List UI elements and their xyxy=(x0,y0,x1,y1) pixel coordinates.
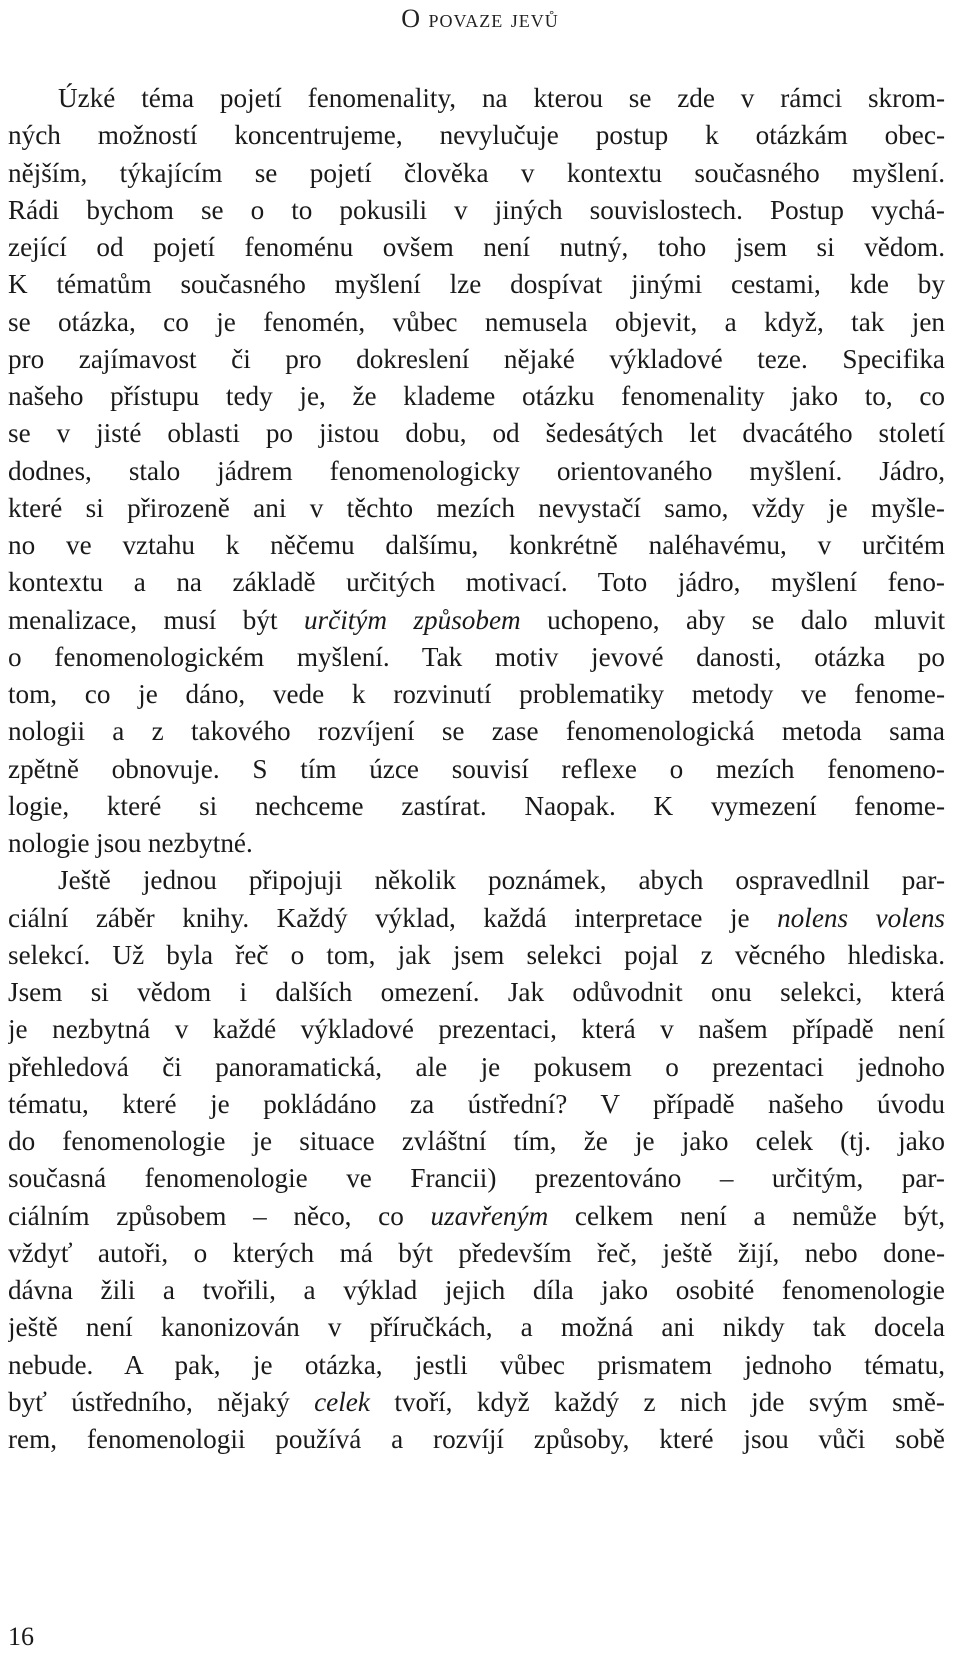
text-run: přehledová či panoramatická, ale je pokusem o prezentaci jednoho xyxy=(8,1051,945,1082)
text-run: našeho přístupu tedy je, že klademe otázku fenomenality jako to, co xyxy=(8,381,945,411)
text-run: dávna žili a tvořili, a výklad jejich díla jako osobité fenomenologie xyxy=(8,1275,945,1305)
text-line xyxy=(8,1160,945,1197)
text-line xyxy=(8,1198,945,1235)
text-line xyxy=(8,266,945,303)
text-line xyxy=(8,676,945,713)
text-run: zpětně obnovuje. S tím úzce souvisí reflexe o mezích fenomeno- xyxy=(8,753,945,784)
text-run: menalizace, musí být xyxy=(8,604,304,635)
text-run: uchopeno, aby se dalo mluvit xyxy=(520,604,945,635)
text-run: vždyť autoři, o kterých má být především řeč, ještě žijí, nebo done- xyxy=(8,1237,945,1268)
text-run: ciálním způsobem – něco, co xyxy=(8,1200,431,1231)
running-head: O povaze jevů xyxy=(401,4,559,33)
text-run: tom, co je dáno, vede k rozvinutí problematiky metody ve fenome- xyxy=(8,679,945,709)
text-line xyxy=(8,1347,945,1384)
text-line xyxy=(8,1049,945,1086)
text-line xyxy=(8,713,945,750)
text-line xyxy=(8,378,945,415)
text-run: o fenomenologickém myšlení. Tak motiv jevové danosti, otázka po xyxy=(8,641,945,672)
text-line xyxy=(8,304,945,341)
text-run: ciální záběr knihy. Každý výklad, každá interpretace je xyxy=(8,902,778,933)
text-line xyxy=(8,490,945,527)
text-line xyxy=(8,155,945,192)
text-line xyxy=(8,1011,945,1048)
text-run: současná fenomenologie ve Francii) prezentováno – určitým, par- xyxy=(8,1163,945,1194)
text-run: Jsem si vědom i dalších omezení. Jak odůvodnit onu selekci, která xyxy=(8,977,945,1007)
text-run: nologie jsou nezbytné. xyxy=(8,828,253,858)
text-run: K tématům současného myšlení lze dospívat jinými cestami, kde by xyxy=(8,269,945,300)
text-line xyxy=(8,751,945,788)
text-run: rem, fenomenologii používá a rozvíjí způsoby, které jsou vůči sobě xyxy=(8,1424,945,1454)
page-number: 16 xyxy=(8,1622,34,1651)
text-run: se v jisté oblasti po jistou dobu, od šedesátých let dvacátého století xyxy=(8,418,945,449)
text-line xyxy=(8,974,945,1011)
text-line xyxy=(8,937,945,974)
text-line xyxy=(8,453,945,490)
text-run: byť ústředního, nějaký xyxy=(8,1386,315,1417)
italic-text-run: nolens volens xyxy=(777,902,945,933)
text-run: ještě není kanonizován v příručkách, a možná ani nikdy tak docela xyxy=(8,1312,945,1343)
text-run: které si přirozeně ani v těchto mezích nevystačí samo, vždy je myšle- xyxy=(8,492,945,523)
text-run: nějším, týkajícím se pojetí člověka v kontextu současného myšlení. xyxy=(8,157,945,188)
text-run: Ještě jednou připojuji několik poznámek, abych ospravedlnil par- xyxy=(58,865,945,896)
text-run: se otázka, co je fenomén, vůbec nemusela objevit, a když, tak jen xyxy=(8,306,945,337)
text-line xyxy=(8,415,945,452)
text-line xyxy=(8,80,945,117)
text-line xyxy=(8,1272,945,1309)
text-run: Rádi bychom se o to pokusili v jiných souvislostech. Postup vychá- xyxy=(8,194,945,225)
text-line xyxy=(8,229,945,266)
text-run: dodnes, stalo jádrem fenomenologicky orientovaného myšlení. Jádro, xyxy=(8,455,945,486)
text-line xyxy=(8,900,945,937)
text-run: celkem není a nemůže být, xyxy=(548,1200,945,1231)
text-line xyxy=(8,788,945,825)
body-text xyxy=(8,80,945,1458)
text-line xyxy=(8,1123,945,1160)
text-line xyxy=(8,1309,945,1346)
text-run: je nezbytná v každé výkladové prezentaci, která v našem případě není xyxy=(8,1014,945,1045)
italic-text-run: určitým způsobem xyxy=(303,604,521,635)
text-run: no ve vztahu k něčemu dalšímu, konkrétně naléhavému, v určitém xyxy=(8,530,945,560)
text-run: kontextu a na základě určitých motivací. Toto jádro, myšlení feno- xyxy=(8,567,945,598)
text-line xyxy=(8,1384,945,1421)
text-line xyxy=(8,1235,945,1272)
text-run: pro zajímavost či pro dokreslení nějaké výkladové teze. Specifika xyxy=(8,343,945,374)
text-line xyxy=(8,341,945,378)
text-run: selekcí. Už byla řeč o tom, jak jsem selekci pojal z věcného hlediska. xyxy=(8,939,945,970)
text-line xyxy=(8,862,945,899)
text-run: ných možností koncentrujeme, nevylučuje postup k otázkám obec- xyxy=(8,120,945,151)
text-run: logie, které si nechceme zastírat. Naopak. K vymezení fenome- xyxy=(8,790,945,821)
text-run: zející od pojetí fenoménu ovšem není nutný, toho jsem si vědom. xyxy=(8,232,945,262)
text-line xyxy=(8,192,945,229)
text-line xyxy=(8,1421,945,1458)
italic-text-run: uzavřeným xyxy=(430,1200,549,1231)
text-run: nologii a z takového rozvíjení se zase fenomenologická metoda sama xyxy=(8,716,945,747)
text-run: tvoří, když každý z nich jde svým smě- xyxy=(369,1386,945,1417)
text-line xyxy=(8,602,945,639)
text-run: tématu, které je pokládáno za ústřední? V případě našeho úvodu xyxy=(8,1088,945,1119)
italic-text-run: celek xyxy=(314,1386,370,1417)
text-line xyxy=(8,1086,945,1123)
text-run: nebude. A pak, je otázka, jestli vůbec prismatem jednoho tématu, xyxy=(8,1349,945,1380)
text-line xyxy=(8,527,945,564)
text-line xyxy=(8,564,945,601)
text-line xyxy=(8,825,945,862)
text-line xyxy=(8,639,945,676)
text-line xyxy=(8,117,945,154)
text-run: do fenomenologie je situace zvláštní tím, že je jako celek (tj. jako xyxy=(8,1126,945,1156)
text-run: Úzké téma pojetí fenomenality, na kterou se zde v rámci skrom- xyxy=(58,83,945,113)
